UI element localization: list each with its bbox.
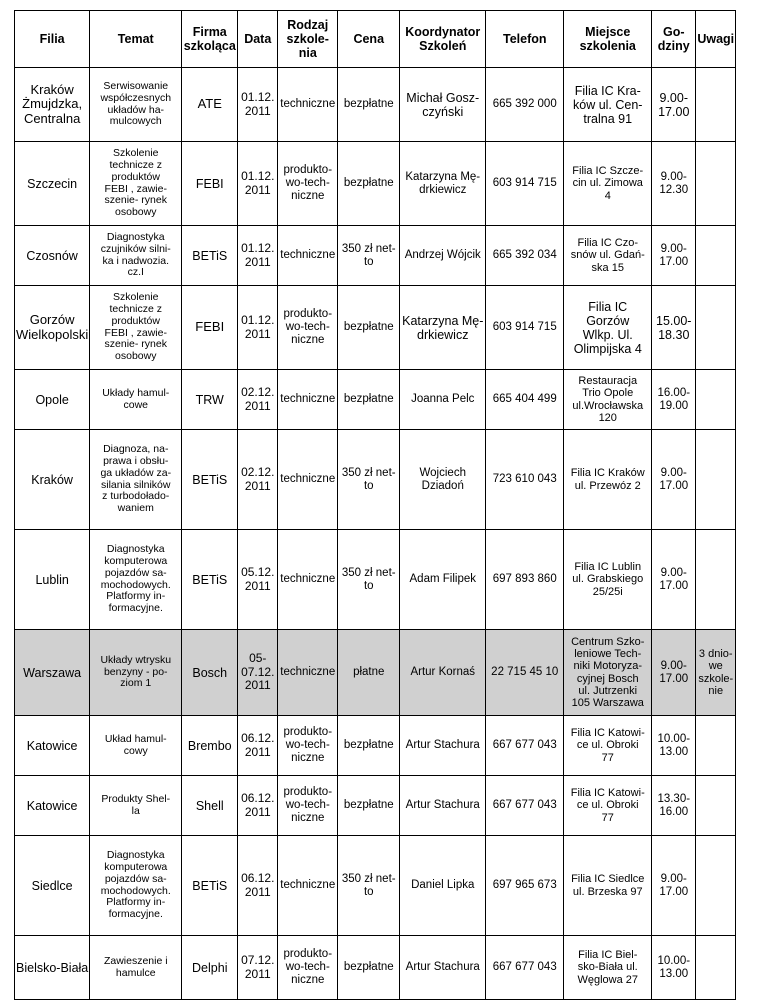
cell-temat: Układy wtrysku benzyny - po- ziom 1 — [90, 630, 182, 716]
header-koordynator: Koordynator Szkoleń — [400, 11, 486, 68]
cell-godziny: 13.30- 16.00 — [652, 776, 696, 836]
cell-telefon: 665 404 499 — [486, 370, 564, 430]
cell-firma: Shell — [182, 776, 238, 836]
cell-miejsce: Filia IC Biel- sko-Biała ul. Węglowa 27 — [564, 936, 652, 1000]
cell-temat: Diagnostyka komputerowa pojazdów sa- mochodowych. Platformy in- formacyjne. — [90, 836, 182, 936]
cell-temat: Układ hamul- cowy — [90, 716, 182, 776]
cell-cena: 350 zł net- to — [338, 226, 400, 286]
cell-cena: płatne — [338, 630, 400, 716]
cell-godziny: 9.00- 17.00 — [652, 630, 696, 716]
header-cena: Cena — [338, 11, 400, 68]
cell-koordynator: Andrzej Wójcik — [400, 226, 486, 286]
cell-telefon: 665 392 000 — [486, 68, 564, 142]
cell-godziny: 10.00- 13.00 — [652, 716, 696, 776]
cell-filia: Szczecin — [15, 142, 90, 226]
cell-koordynator: Adam Filipek — [400, 530, 486, 630]
cell-godziny: 10.00- 13.00 — [652, 936, 696, 1000]
cell-koordynator: Wojciech Dziadoń — [400, 430, 486, 530]
cell-rodzaj: techniczne — [278, 226, 338, 286]
header-data: Data — [238, 11, 278, 68]
cell-rodzaj: techniczne — [278, 370, 338, 430]
cell-data: 05- 07.12. 2011 — [238, 630, 278, 716]
cell-koordynator: Artur Stachura — [400, 776, 486, 836]
cell-temat: Diagnoza, na- prawa i obsłu- ga układów za- silania silników z turbodołado- waniem — [90, 430, 182, 530]
cell-temat: Produkty Shel- la — [90, 776, 182, 836]
table-row — [15, 286, 736, 370]
cell-godziny: 9.00- 17.00 — [652, 530, 696, 630]
cell-cena: bezpłatne — [338, 716, 400, 776]
cell-koordynator: Daniel Lipka — [400, 836, 486, 936]
header-firma: Firma szkoląca — [182, 11, 238, 68]
cell-rodzaj: techniczne — [278, 530, 338, 630]
header-rodzaj: Rodzaj szkole- nia — [278, 11, 338, 68]
cell-firma: Brembo — [182, 716, 238, 776]
table-body — [15, 68, 736, 1000]
cell-miejsce: Filia IC Katowi- ce ul. Obroki 77 — [564, 716, 652, 776]
cell-cena: bezpłatne — [338, 286, 400, 370]
cell-uwagi — [696, 430, 736, 530]
cell-temat: Diagnostyka komputerowa pojazdów sa- mochodowych. Platformy in- formacyjne. — [90, 530, 182, 630]
cell-filia: Kraków — [15, 430, 90, 530]
cell-firma: Delphi — [182, 936, 238, 1000]
cell-data: 01.12. 2011 — [238, 286, 278, 370]
table-row — [15, 68, 736, 142]
cell-rodzaj: techniczne — [278, 68, 338, 142]
cell-cena: bezpłatne — [338, 936, 400, 1000]
cell-miejsce: Filia IC Czo- snów ul. Gdań- ska 15 — [564, 226, 652, 286]
header-miejsce: Miejsce szkolenia — [564, 11, 652, 68]
cell-miejsce: Filia IC Kraków ul. Przewóz 2 — [564, 430, 652, 530]
cell-firma: BETiS — [182, 836, 238, 936]
cell-filia: Bielsko-Biała — [15, 936, 90, 1000]
cell-koordynator: Artur Stachura — [400, 936, 486, 1000]
header-row — [15, 11, 736, 68]
cell-telefon: 697 965 673 — [486, 836, 564, 936]
cell-data: 06.12. 2011 — [238, 776, 278, 836]
training-schedule-table — [14, 10, 736, 1000]
cell-uwagi — [696, 68, 736, 142]
cell-miejsce: Filia IC Szcze- cin ul. Zimowa 4 — [564, 142, 652, 226]
cell-miejsce: Filia IC Gorzów Wlkp. Ul. Olimpijska 4 — [564, 286, 652, 370]
cell-data: 05.12. 2011 — [238, 530, 278, 630]
cell-data: 01.12. 2011 — [238, 226, 278, 286]
cell-filia: Kraków Żmujdzka, Centralna — [15, 68, 90, 142]
cell-firma: BETiS — [182, 226, 238, 286]
cell-data: 02.12. 2011 — [238, 370, 278, 430]
cell-cena: 350 zł net- to — [338, 430, 400, 530]
cell-temat: Układy hamul- cowe — [90, 370, 182, 430]
cell-godziny: 16.00- 19.00 — [652, 370, 696, 430]
cell-filia: Siedlce — [15, 836, 90, 936]
cell-filia: Katowice — [15, 776, 90, 836]
cell-godziny: 15.00- 18.30 — [652, 286, 696, 370]
cell-temat: Diagnostyka czujników silni- ka i nadwozia. cz.I — [90, 226, 182, 286]
cell-uwagi — [696, 776, 736, 836]
cell-firma: BETiS — [182, 530, 238, 630]
cell-cena: bezpłatne — [338, 142, 400, 226]
cell-miejsce: Filia IC Kra- ków ul. Cen- tralna 91 — [564, 68, 652, 142]
cell-temat: Zawieszenie i hamulce — [90, 936, 182, 1000]
cell-rodzaj: produkto- wo-tech- niczne — [278, 286, 338, 370]
cell-rodzaj: techniczne — [278, 630, 338, 716]
cell-koordynator: Michał Gosz- czyński — [400, 68, 486, 142]
cell-temat: Szkolenie technicze z produktów FEBI , zawie- szenie- rynek osobowy — [90, 142, 182, 226]
cell-telefon: 603 914 715 — [486, 286, 564, 370]
cell-data: 02.12. 2011 — [238, 430, 278, 530]
cell-data: 01.12. 2011 — [238, 142, 278, 226]
cell-filia: Czosnów — [15, 226, 90, 286]
cell-miejsce: Filia IC Siedlce ul. Brzeska 97 — [564, 836, 652, 936]
cell-cena: bezpłatne — [338, 776, 400, 836]
cell-miejsce: Filia IC Lublin ul. Grabskiego 25/25i — [564, 530, 652, 630]
cell-koordynator: Artur Stachura — [400, 716, 486, 776]
cell-koordynator: Katarzyna Mę- drkiewicz — [400, 142, 486, 226]
header-godziny: Go- dziny — [652, 11, 696, 68]
cell-miejsce: Restauracja Trio Opole ul.Wrocławska 120 — [564, 370, 652, 430]
cell-temat: Szkolenie technicze z produktów FEBI , zawie- szenie- rynek osobowy — [90, 286, 182, 370]
table-row — [15, 936, 736, 1000]
cell-telefon: 697 893 860 — [486, 530, 564, 630]
cell-uwagi — [696, 530, 736, 630]
table-row — [15, 776, 736, 836]
cell-uwagi — [696, 286, 736, 370]
table-row — [15, 530, 736, 630]
cell-firma: FEBI — [182, 142, 238, 226]
cell-koordynator: Katarzyna Mę- drkiewicz — [400, 286, 486, 370]
cell-miejsce: Centrum Szko- leniowe Tech- niki Motoryza- cyjnej Bosch ul. Jutrzenki 105 Warszawa — [564, 630, 652, 716]
cell-koordynator: Joanna Pelc — [400, 370, 486, 430]
cell-godziny: 9.00- 17.00 — [652, 68, 696, 142]
cell-firma: FEBI — [182, 286, 238, 370]
table-row — [15, 836, 736, 936]
cell-telefon: 665 392 034 — [486, 226, 564, 286]
table-row — [15, 370, 736, 430]
cell-filia: Gorzów Wielkopolski — [15, 286, 90, 370]
cell-rodzaj: produkto- wo-tech- niczne — [278, 936, 338, 1000]
cell-rodzaj: produkto- wo-tech- niczne — [278, 776, 338, 836]
cell-godziny: 9.00- 17.00 — [652, 430, 696, 530]
header-filia: Filia — [15, 11, 90, 68]
cell-uwagi — [696, 936, 736, 1000]
cell-filia: Opole — [15, 370, 90, 430]
cell-telefon: 723 610 043 — [486, 430, 564, 530]
cell-rodzaj: produkto- wo-tech- niczne — [278, 142, 338, 226]
cell-filia: Warszawa — [15, 630, 90, 716]
cell-godziny: 9.00- 12.30 — [652, 142, 696, 226]
cell-telefon: 603 914 715 — [486, 142, 564, 226]
cell-firma: TRW — [182, 370, 238, 430]
cell-cena: 350 zł net- to — [338, 836, 400, 936]
cell-godziny: 9.00- 17.00 — [652, 226, 696, 286]
cell-telefon: 22 715 45 10 — [486, 630, 564, 716]
table-row — [15, 430, 736, 530]
table-row — [15, 716, 736, 776]
table-row — [15, 630, 736, 716]
table-row — [15, 142, 736, 226]
header-temat: Temat — [90, 11, 182, 68]
cell-temat: Serwisowanie współczesnych układów ha- mulcowych — [90, 68, 182, 142]
cell-uwagi — [696, 142, 736, 226]
cell-cena: 350 zł net- to — [338, 530, 400, 630]
header-uwagi: Uwagi — [696, 11, 736, 68]
header-telefon: Telefon — [486, 11, 564, 68]
cell-firma: Bosch — [182, 630, 238, 716]
cell-telefon: 667 677 043 — [486, 936, 564, 1000]
cell-rodzaj: techniczne — [278, 836, 338, 936]
cell-miejsce: Filia IC Katowi- ce ul. Obroki 77 — [564, 776, 652, 836]
cell-telefon: 667 677 043 — [486, 776, 564, 836]
cell-uwagi — [696, 370, 736, 430]
cell-data: 06.12. 2011 — [238, 716, 278, 776]
cell-uwagi — [696, 716, 736, 776]
cell-rodzaj: produkto- wo-tech- niczne — [278, 716, 338, 776]
cell-data: 07.12. 2011 — [238, 936, 278, 1000]
cell-uwagi — [696, 836, 736, 936]
cell-filia: Lublin — [15, 530, 90, 630]
cell-data: 06.12. 2011 — [238, 836, 278, 936]
cell-data: 01.12. 2011 — [238, 68, 278, 142]
cell-godziny: 9.00- 17.00 — [652, 836, 696, 936]
cell-telefon: 667 677 043 — [486, 716, 564, 776]
cell-filia: Katowice — [15, 716, 90, 776]
cell-cena: bezpłatne — [338, 68, 400, 142]
cell-cena: bezpłatne — [338, 370, 400, 430]
cell-firma: ATE — [182, 68, 238, 142]
cell-rodzaj: techniczne — [278, 430, 338, 530]
cell-uwagi — [696, 226, 736, 286]
cell-firma: BETiS — [182, 430, 238, 530]
table-row — [15, 226, 736, 286]
cell-koordynator: Artur Kornaś — [400, 630, 486, 716]
cell-uwagi: 3 dnio- we szkole- nie — [696, 630, 736, 716]
